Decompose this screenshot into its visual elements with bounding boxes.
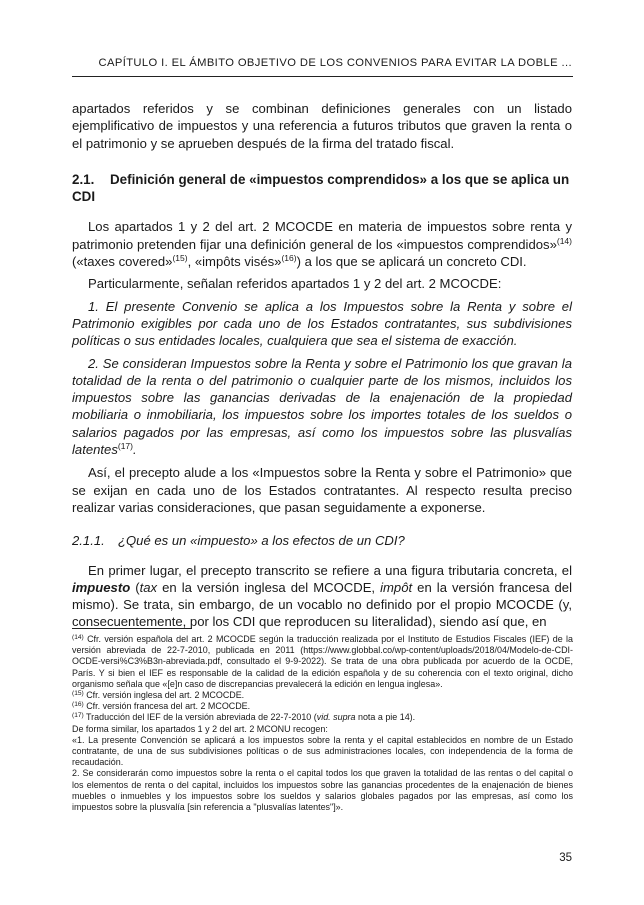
- quote-article-2-2: 2. Se consideran Impuestos sobre la Renta y sobre el Patrimonio los que gravan la totalidad de la renta o del patrimonio o cualquier parte de los mismos, incluidos los impuestos sobre las ganancias derivadas de la enajenación de la propiedad mobiliaria o inmobiliaria, los impuestos sobre los importes totales de los sueldos o salarios pagados por las empresas, así como los impuestos sobre las plusvalías latentes$^{(17)}$.: [72, 355, 572, 458]
- paragraph-2: Particularmente, señalan referidos apartados 1 y 2 del art. 2 MCOCDE:: [88, 276, 502, 292]
- main-text: [72, 100, 572, 631]
- page-number: 35: [559, 852, 572, 864]
- footnote-17-onu-2: 2. Se considerarán como impuestos sobre la renta o el capital todos los que graven la totalidad de las rentas o del capital o los elementos de renta o del capital, incluidos los impuestos sobre las ganancias procedentes de la enajenación de bienes muebles o inmuebles y los impuestos sobre los sueldos y salarios globales pagados por las empresas, así como los impuestos sobre la plusvalía [sin referencia a "plusvalías latentes"]».: [72, 768, 573, 813]
- header-rule: [72, 76, 573, 77]
- running-head: CAPÍTULO I. EL ÁMBITO OBJETIVO DE LOS CONVENIOS PARA EVITAR LA DOBLE ...: [98, 57, 572, 69]
- quote-article-2-1: 1. El presente Convenio se aplica a los Impuestos sobre la Renta y sobre el Patrimonio exigibles por cada uno de los Estados contratantes, sus subdivisiones políticas o sus entidades locales, cualquiera que sea el sistema de exacción.: [72, 298, 572, 349]
- footnote-15: $^{(15)}$ Cfr. versión inglesa del art. 2 MCOCDE.: [72, 690, 245, 701]
- paragraph-4: En primer lugar, el precepto transcrito se refiere a una figura tributaria concreta, el impuesto (tax en la versión inglesa del MCOCDE, impôt en la versión francesa del mismo). Se trata, sin embargo, de un vocablo no definido por el propio MCOCDE (y, consecuentemente, por los CDI que reproducen su literalidad), siendo así que, en: [72, 562, 572, 630]
- subsection-number: 2.1.1.: [72, 533, 105, 549]
- subsection-title: ¿Qué es un «impuesto» a los efectos de un CDI?: [118, 533, 405, 549]
- footnote-17: $^{(17)}$ Traducción del IEF de la versión abreviada de 22-7-2010 (vid. supra nota a pie 14).: [72, 712, 416, 723]
- footnotes: [72, 634, 573, 813]
- footnote-ref-14[interactable]: (14): [556, 235, 572, 246]
- footnote-17-onu-1: «1. La presente Convención se aplicará a los impuestos sobre la renta y el capital establecidos en nombre de un Estado contratante, de una de sus subdivisiones políticas o de sus administraciones locales, con independencia de la forma de recaudación.: [72, 734, 573, 768]
- paragraph-1: Los apartados 1 y 2 del art. 2 MCOCDE en materia de impuestos sobre renta y patrimonio pretenden fijar una definición general de los «impuestos comprendidos»$^{(14)}$ («taxes covered»$^{(15)}$, «impôts visés»$^{(16)}$) a los que se aplicará un concreto CDI.: [72, 219, 572, 270]
- footnote-14: $^{(14)}$ Cfr. versión española del art. 2 MCOCDE según la traducción realizada por el Instituto de Estudios Fiscales (IEF) de la versión abreviada de 22-7-2010, publicada en 2011 (https://www.globbal.co/wp-content/uploads/2018/04/Modelo-de-CDI-OCDE-versi%C3%B3n-abreviada.pdf, consultado el 9-9-2022). Se trata de una obra publicada por acuerdo de la OCDE, París. Y si bien el IEF es responsable de la calidad de la edición española y de su coherencia con el texto original, dicho organismo señala que «[e]n caso de discrepancias prevalecerá la edición en lengua inglesa».: [72, 634, 573, 689]
- section-heading: [72, 171, 572, 206]
- footnote-rule: [72, 628, 192, 629]
- intro-paragraph: apartados referidos y se combinan definiciones generales con un listado ejemplificativo de impuestos y una referencia a futuros tributos que graven la renta o el patrimonio y se aprueben después de la firma del tratado fiscal.: [72, 101, 572, 151]
- footnote-ref-16[interactable]: (16): [281, 253, 297, 264]
- paragraph-3: Así, el precepto alude a los «Impuestos sobre la Renta y sobre el Patrimonio» que se exijan en cada uno de los Estados contratantes. Al respecto resulta preciso realizar varias consideraciones, que pasan seguidamente a exponerse.: [72, 465, 572, 515]
- section-number: 2.1.: [72, 171, 95, 187]
- footnote-16: $^{(16)}$ Cfr. versión francesa del art. 2 MCOCDE.: [72, 701, 251, 712]
- footnote-17-similar: De forma similar, los apartados 1 y 2 del art. 2 MCONU recogen:: [72, 723, 328, 734]
- section-title: Definición general de «impuestos comprendidos» a los que se aplica un CDI: [72, 171, 570, 205]
- footnote-ref-15[interactable]: (15): [172, 253, 188, 264]
- footnote-ref-17[interactable]: (17): [117, 441, 133, 452]
- subsection-heading: [72, 532, 572, 549]
